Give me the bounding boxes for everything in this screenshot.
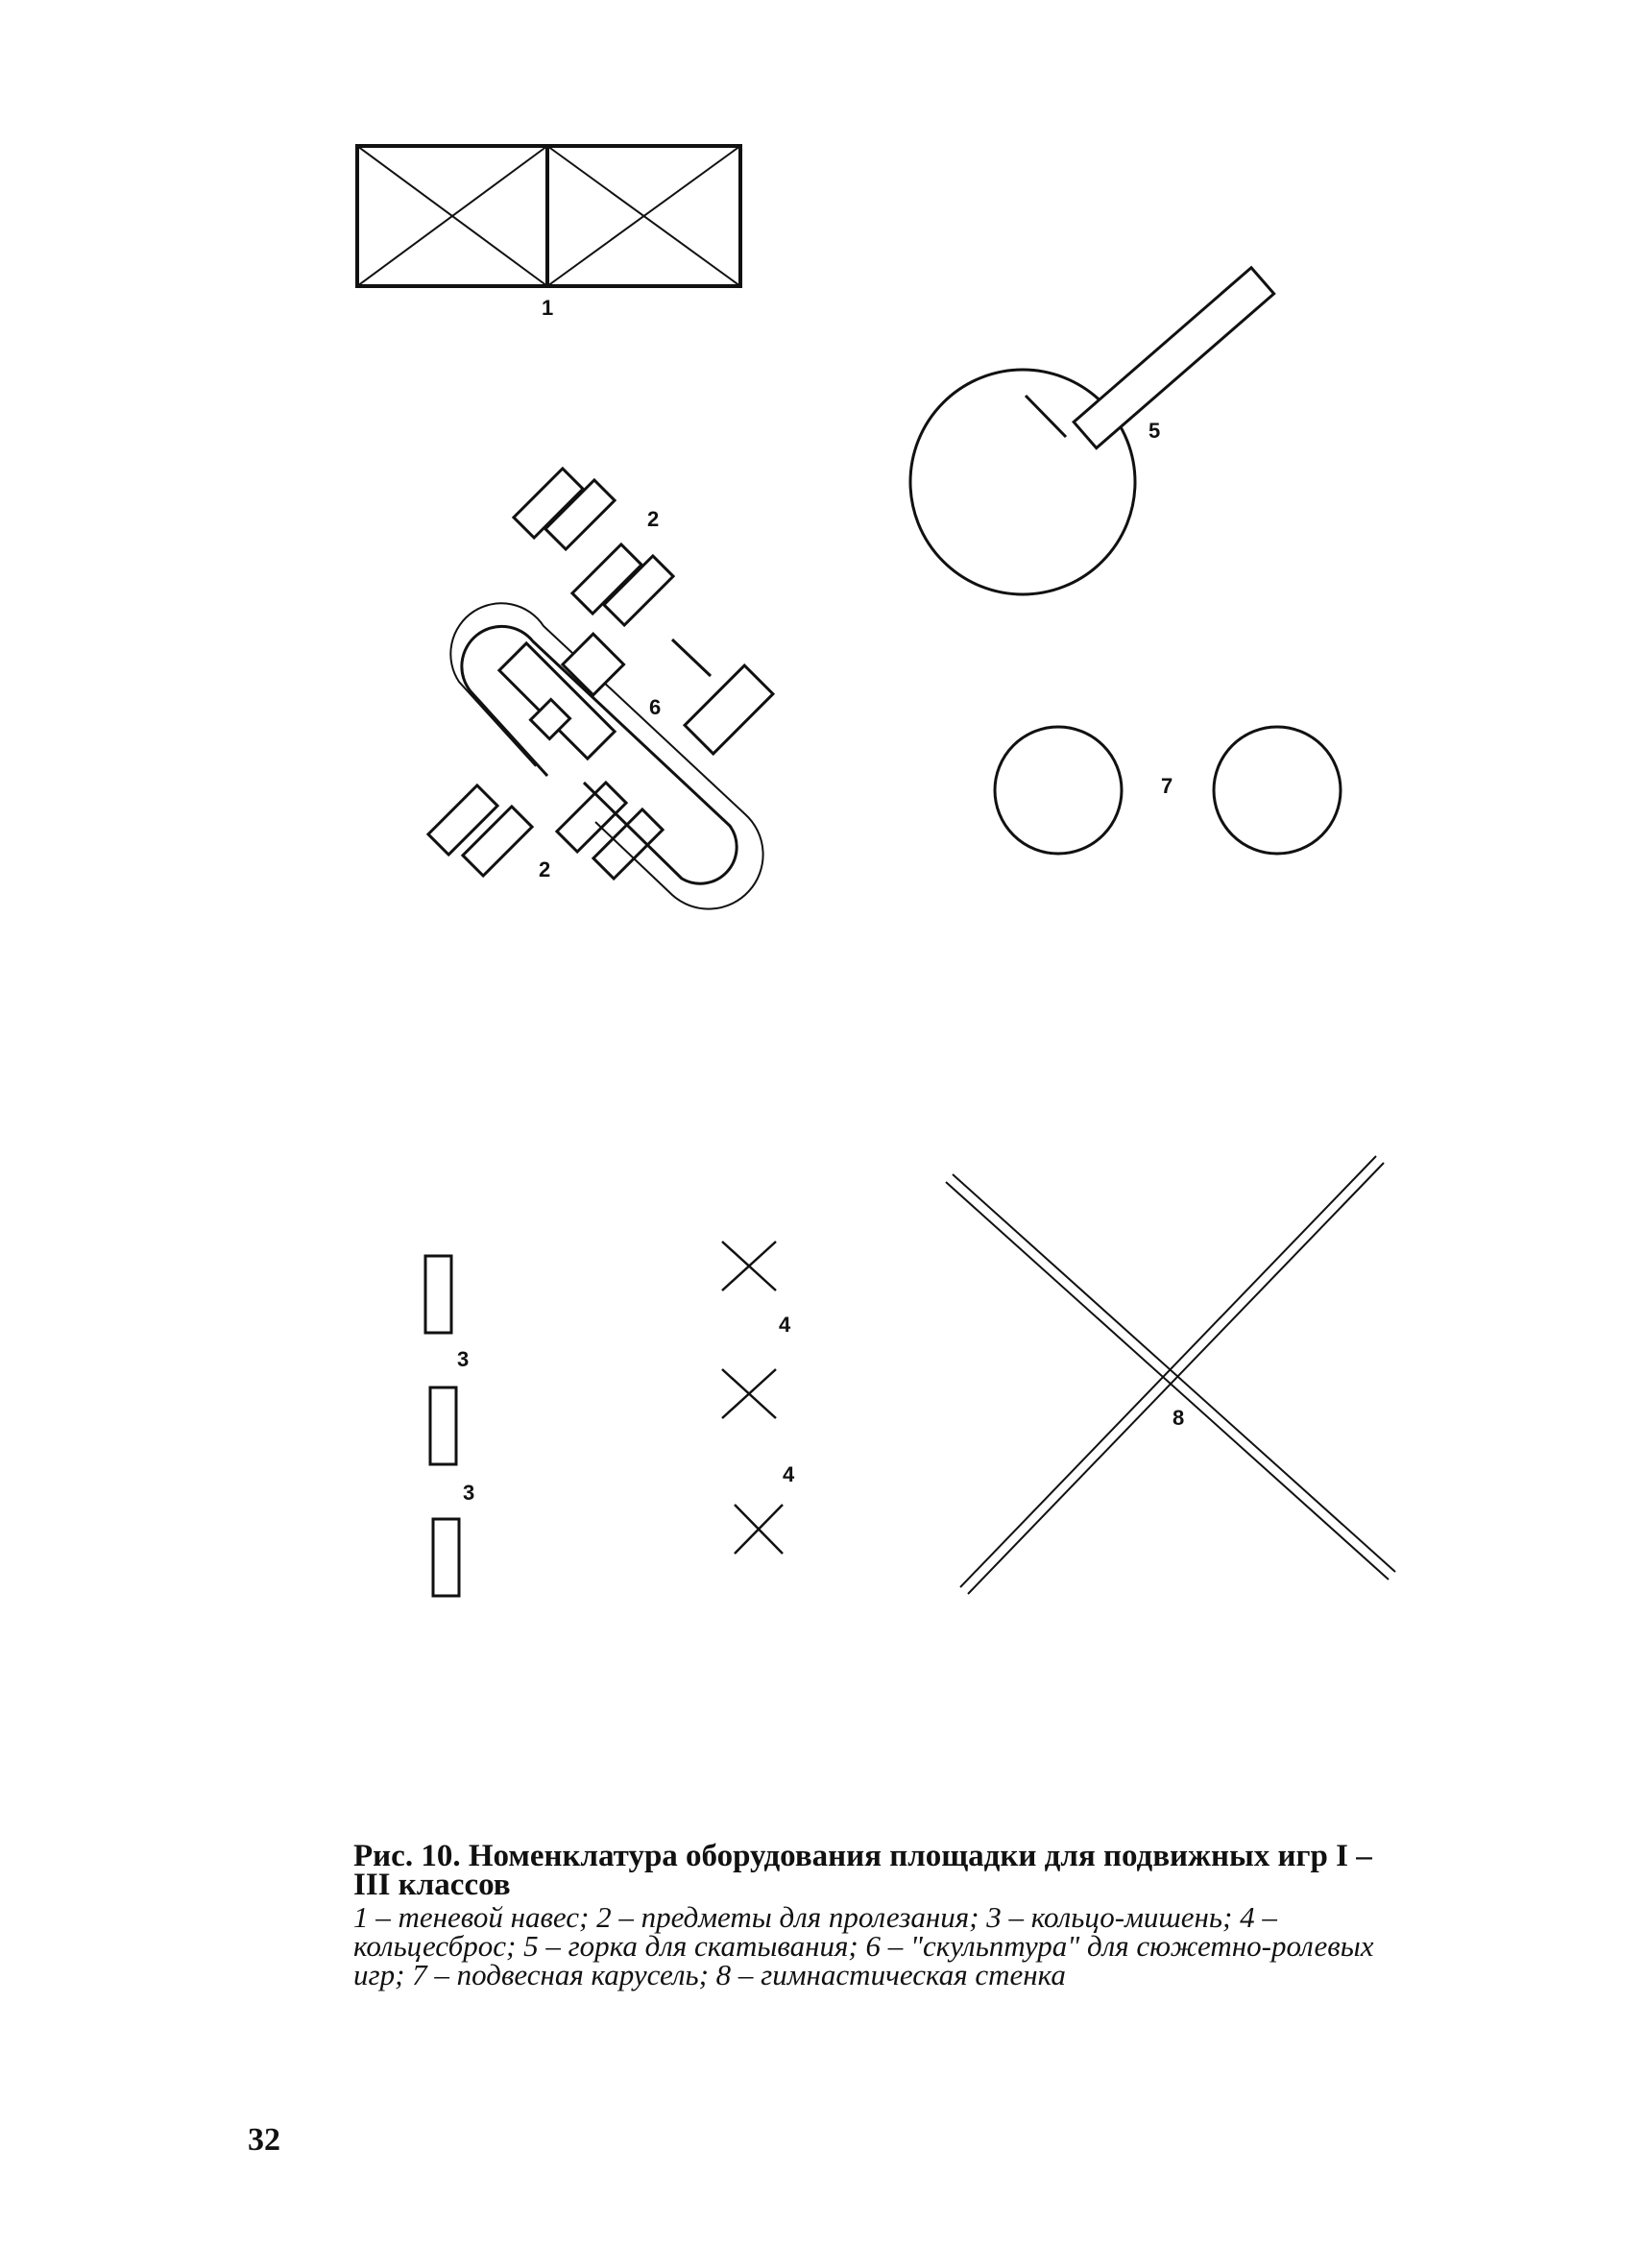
label-2-bottom: 2	[539, 857, 551, 881]
label-5: 5	[1148, 419, 1161, 443]
label-7: 7	[1161, 774, 1173, 798]
shade-canopy	[357, 146, 740, 286]
label-6: 6	[649, 695, 662, 719]
label-1: 1	[542, 296, 554, 320]
page-number: 32	[248, 2122, 280, 2158]
caption-title: Рис. 10. Номенклатура оборудования площадки для подвижных игр I – III классов	[353, 1839, 1372, 1902]
label-3-a: 3	[457, 1347, 470, 1371]
label-3-b: 3	[463, 1481, 475, 1505]
figure-caption	[353, 1839, 1406, 1991]
gymnastic-wall	[946, 1156, 1395, 1594]
sculpture	[450, 603, 773, 908]
label-4-b: 4	[783, 1462, 795, 1486]
crawl-objects-top	[514, 469, 673, 625]
label-8: 8	[1173, 1406, 1185, 1430]
ring-targets	[425, 1256, 459, 1596]
caption-legend: 1 – теневой навес; 2 – предметы для пролезания; 3 – кольцо-мишень; 4 – кольцесброс; 5 – горка для скатывания; 6 – "скульптура" для сюжетно-ролевых игр; 7 – подвесная карусель; 8 – гимнастическая стенка	[353, 1900, 1374, 1991]
label-2-top: 2	[647, 507, 660, 531]
label-4-a: 4	[779, 1313, 791, 1337]
slide	[910, 268, 1274, 594]
ring-toss	[722, 1242, 783, 1554]
